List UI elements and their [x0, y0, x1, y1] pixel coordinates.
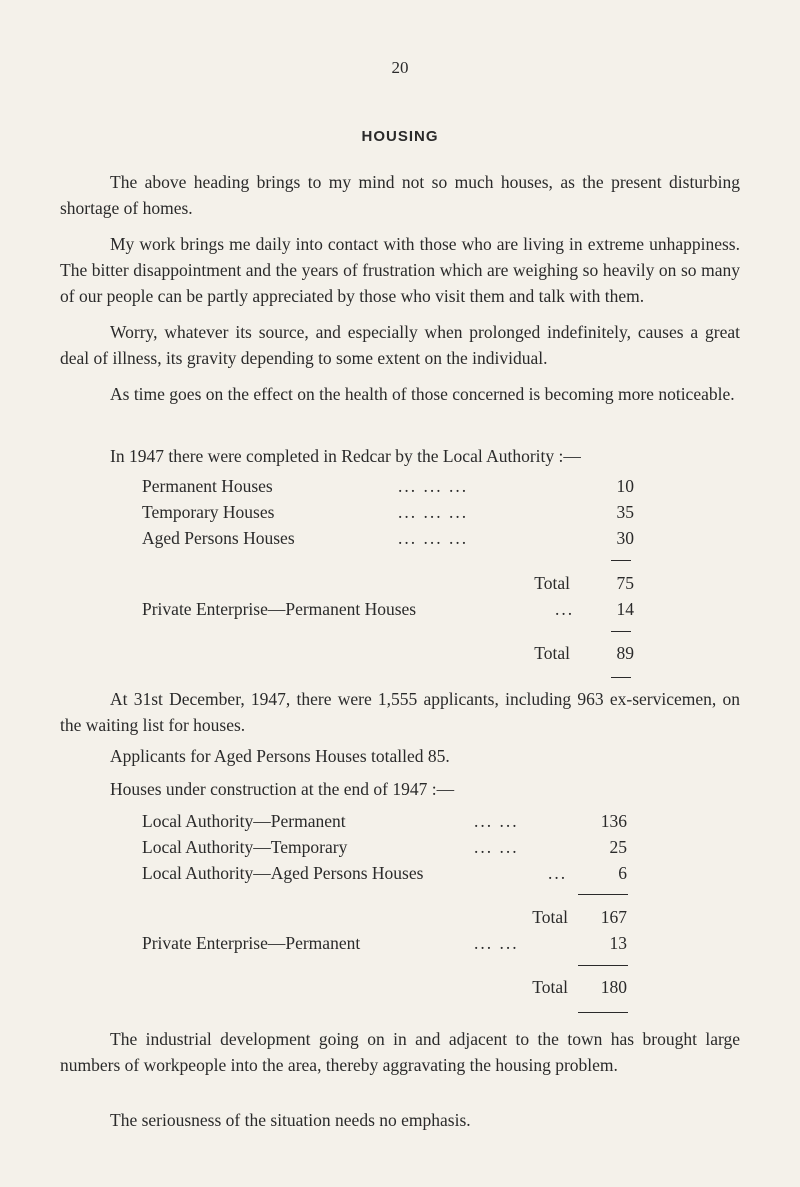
paragraph-4: As time goes on the effect on the health of those concerned is becoming more noticeable.	[110, 384, 735, 404]
page-number: 20	[391, 58, 409, 77]
table-row-label: Local Authority—Temporary	[142, 837, 348, 857]
table-row-value: 136	[600, 811, 627, 831]
table-row-value: 6	[618, 863, 627, 883]
paragraph-10: The seriousness of the situation needs no emphasis.	[110, 1110, 471, 1130]
table-row-dots: ...	[548, 863, 568, 883]
table-row-dots: ... ... ...	[398, 528, 469, 548]
private-enterprise-value: 13	[609, 933, 627, 953]
table-row-dots: ...	[555, 599, 575, 619]
table-row-dots: ... ...	[474, 837, 519, 857]
table-row-value: 35	[616, 502, 634, 522]
table-row-value: 30	[616, 528, 634, 548]
paragraph-8: Houses under construction at the end of 1947 :—	[110, 779, 455, 799]
sum-rule	[578, 894, 628, 895]
private-enterprise-label: Private Enterprise—Permanent Houses	[142, 599, 417, 619]
table-row-label: Permanent Houses	[142, 476, 273, 496]
paragraph-9: The industrial development going on in and adjacent to the town has brought large numbers of workpeople into the area, thereby aggravating the housing problem.	[60, 1029, 740, 1075]
sum-rule	[611, 560, 631, 561]
table-row-dots: ... ... ...	[398, 502, 469, 522]
grand-total-value: 89	[616, 643, 634, 663]
sum-rule	[611, 631, 631, 632]
table-row-value: 10	[616, 476, 634, 496]
total-value: 75	[616, 573, 634, 593]
paragraph-3: Worry, whatever its source, and especially when prolonged indefinitely, causes a great deal of illness, its gravity depending to some extent on the individual.	[60, 322, 740, 368]
grand-total-label: Total	[532, 977, 568, 997]
table-row-value: 25	[609, 837, 627, 857]
total-value: 167	[600, 907, 627, 927]
paragraph-2: My work brings me daily into contact with those who are living in extreme unhappiness. The bitter disappointment and the years of frustration which are weighing so heavily on so many of our people can be partly appreciated by those who visit them and talk with them.	[60, 234, 740, 306]
table-row-dots: ... ... ...	[398, 476, 469, 496]
total-label: Total	[532, 907, 568, 927]
table-row-dots: ... ...	[474, 811, 519, 831]
paragraph-7: Applicants for Aged Persons Houses totalled 85.	[110, 746, 450, 766]
paragraph-6: At 31st December, 1947, there were 1,555 applicants, including 963 ex-servicemen, on the waiting list for houses.	[60, 689, 740, 735]
grand-total-label: Total	[534, 643, 570, 663]
sum-rule	[611, 677, 631, 678]
grand-total-value: 180	[600, 977, 627, 997]
table-row-label: Aged Persons Houses	[142, 528, 295, 548]
table-row-label: Local Authority—Permanent	[142, 811, 346, 831]
private-enterprise-label: Private Enterprise—Permanent	[142, 933, 361, 953]
total-label: Total	[534, 573, 570, 593]
sum-rule	[578, 965, 628, 966]
section-heading: HOUSING	[361, 128, 439, 145]
sum-rule	[578, 1012, 628, 1013]
paragraph-1: The above heading brings to my mind not so much houses, as the present disturbing shortage of homes.	[60, 172, 740, 218]
table-row-dots: ... ...	[474, 933, 519, 953]
table-row-label: Temporary Houses	[142, 502, 275, 522]
paragraph-5: In 1947 there were completed in Redcar by the Local Authority :—	[110, 446, 581, 466]
table-row-label: Local Authority—Aged Persons Houses	[142, 863, 424, 883]
private-enterprise-value: 14	[616, 599, 634, 619]
